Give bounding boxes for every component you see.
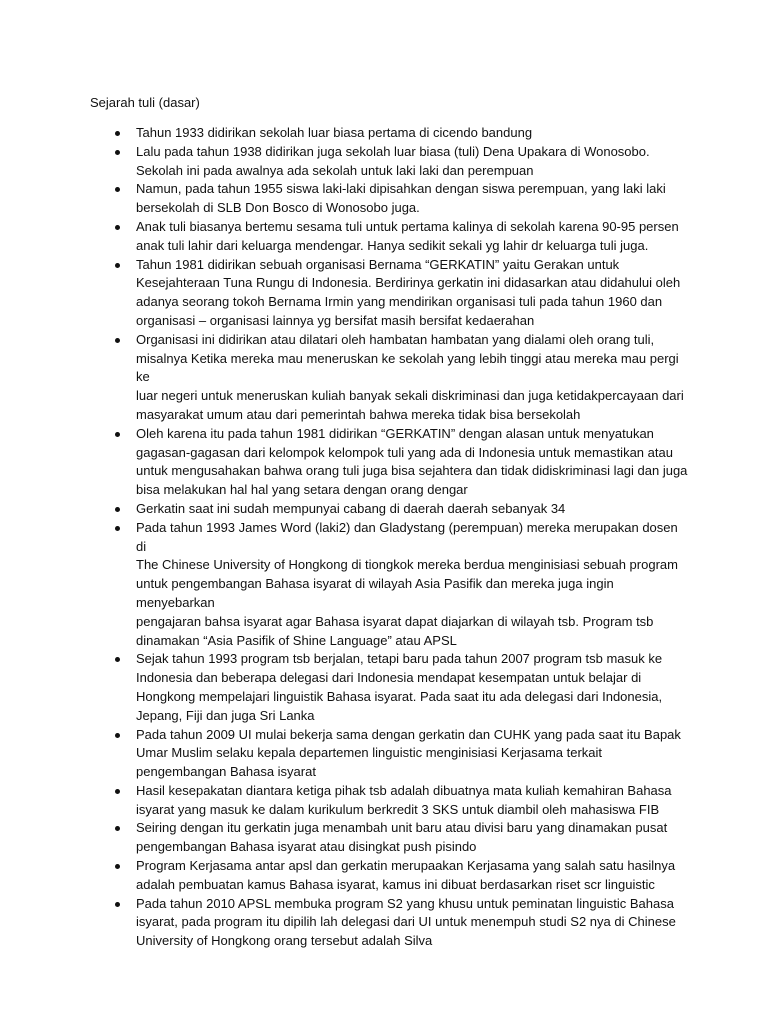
list-item-line: Jepang, Fiji dan juga Sri Lanka (136, 707, 315, 723)
list-item-line: pengembangan Bahasa isyarat (136, 764, 316, 780)
list-item-line: misalnya Ketika mereka mau meneruskan ke sekolah yang lebih tinggi atau mereka mau pergi ke (136, 350, 679, 385)
list-item-line: organisasi – organisasi lainnya yg bersifat masih bersifat kedaerahan (136, 312, 535, 328)
list-item-line: Umar Muslim selaku kepala departemen linguistic menginisiasi Kerjasama terkait (136, 745, 603, 761)
list-item-line: Indonesia dan beberapa delegasi dari Indonesia mendapat kesempatan untuk belajar di (136, 670, 642, 686)
list-item-line: Gerkatin saat ini sudah mempunyai cabang di daerah daerah sebanyak 34 (136, 500, 566, 516)
bullet-dot-icon (115, 507, 120, 512)
list-item-line: Seiring dengan itu gerkatin juga menambah unit baru atau divisi baru yang dinamakan pusat (136, 820, 668, 836)
list-item (90, 895, 690, 951)
bullet-dot-icon (115, 789, 120, 794)
list-item-line: Lalu pada tahun 1938 didirikan juga sekolah luar biasa (tuli) Dena Upakara di Wonosobo. (136, 143, 650, 159)
list-item-line: gagasan-gagasan dari kelompok kelompok tuli yang ada di Indonesia untuk memastikan atau (136, 444, 673, 460)
bullet-dot-icon (115, 864, 120, 869)
list-item-line: Oleh karena itu pada tahun 1981 didirikan “GERKATIN” dengan alasan untuk menyatukan (136, 425, 654, 441)
list-item-line: Hasil kesepakatan diantara ketiga pihak tsb adalah dibuatnya mata kuliah kemahiran Bahasa (136, 782, 672, 798)
list-item (90, 218, 690, 256)
list-item-line: bisa melakukan hal hal yang setara dengan orang dengar (136, 482, 468, 498)
bullet-dot-icon (115, 131, 120, 136)
bullet-dot-icon (115, 432, 120, 437)
list-item (90, 726, 690, 782)
list-item-line: isyarat yang masuk ke dalam kurikulum berkredit 3 SKS untuk diambil oleh mahasiswa FIB (136, 801, 660, 817)
list-item (90, 256, 690, 331)
bullet-dot-icon (115, 338, 120, 343)
list-item-line: adalah pembuatan kamus Bahasa isyarat, kamus ini dibuat berdasarkan riset scr linguistic (136, 876, 655, 892)
bullet-dot-icon (115, 526, 120, 531)
list-item-line: Namun, pada tahun 1955 siswa laki-laki dipisahkan dengan siswa perempuan, yang laki laki (136, 181, 666, 197)
list-item-line: Anak tuli biasanya bertemu sesama tuli untuk pertama kalinya di sekolah karena 90-95 persen (136, 218, 679, 234)
list-item-line: untuk pengembangan Bahasa isyarat di wilayah Asia Pasifik dan mereka juga ingin menyebarkan (136, 576, 614, 610)
list-item-line: adanya seorang tokoh Bernama Irmin yang mendirikan organisasi tuli pada tahun 1960 dan (136, 294, 663, 310)
list-item-line: The Chinese University of Hongkong di tiongkok mereka berdua menginisiasi sebuah program (136, 557, 678, 573)
bullet-dot-icon (115, 263, 120, 268)
list-item-line: masyarakat umum atau dari pemerintah bahwa mereka tidak bisa bersekolah (136, 406, 581, 422)
list-item-line: dinamakan “Asia Pasifik of Shine Language” atau APSL (136, 632, 457, 648)
list-item-line: pengembangan Bahasa isyarat atau disingkat push pisindo (136, 839, 477, 855)
bullet-dot-icon (115, 150, 120, 155)
list-item (90, 331, 690, 425)
list-item-line: Pada tahun 1993 James Word (laki2) dan Gladystang (perempuan) mereka merupakan dosen di (136, 519, 678, 554)
list-item-line: Hongkong mempelajari linguistik Bahasa isyarat. Pada saat itu ada delegasi dari Indonesia, (136, 688, 663, 704)
list-item (90, 180, 690, 218)
list-item (90, 857, 690, 895)
list-item-line: University of Hongkong orang tersebut adalah Silva (136, 933, 433, 949)
list-item (90, 143, 690, 181)
list-item-line: bersekolah di SLB Don Bosco di Wonosobo juga. (136, 200, 420, 216)
list-item-line: Sejak tahun 1993 program tsb berjalan, tetapi baru pada tahun 2007 program tsb masuk ke (136, 651, 663, 667)
bullet-dot-icon (115, 187, 120, 192)
list-item-line: Kesejahteraan Tuna Rungu di Indonesia. Berdirinya gerkatin ini didasarkan atau didahului oleh (136, 275, 681, 291)
document-title: Sejarah tuli (dasar) (90, 95, 200, 110)
list-item-line: pengajaran bahsa isyarat agar Bahasa isyarat dapat diajarkan di wilayah tsb. Program tsb (136, 613, 654, 629)
list-item (90, 500, 690, 519)
list-item (90, 782, 690, 820)
list-item-line: Sekolah ini pada awalnya ada sekolah untuk laki laki dan perempuan (136, 162, 534, 178)
bullet-dot-icon (115, 902, 120, 907)
list-item (90, 425, 690, 500)
list-item (90, 819, 690, 857)
list-item-line: Tahun 1981 didirikan sebuah organisasi Bernama “GERKATIN” yaitu Gerakan untuk (136, 256, 620, 272)
bullet-dot-icon (115, 826, 120, 831)
list-item-line: untuk mengusahakan bahwa orang tuli juga bisa sejahtera dan tidak didiskriminasi lagi dan juga (136, 463, 688, 479)
bullet-dot-icon (115, 733, 120, 738)
list-item-line: Pada tahun 2009 UI mulai bekerja sama dengan gerkatin dan CUHK yang pada saat itu Bapak (136, 726, 681, 742)
list-item (90, 124, 690, 143)
list-item-line: Tahun 1933 didirikan sekolah luar biasa pertama di cicendo bandung (136, 125, 533, 140)
bullet-dot-icon (115, 225, 120, 230)
list-item-line: anak tuli lahir dari keluarga mendengar. Hanya sedikit sekali yg lahir dr keluarga tuli juga. (136, 237, 649, 253)
list-item-line: Program Kerjasama antar apsl dan gerkatin merupaakan Kerjasama yang salah satu hasilnya (136, 858, 676, 874)
list-item-line: isyarat, pada program itu dipilih lah delegasi dari UI untuk menempuh studi S2 nya di Chinese (136, 914, 676, 930)
bullet-dot-icon (115, 657, 120, 662)
bullet-list (90, 124, 690, 951)
list-item-line: Pada tahun 2010 APSL membuka program S2 yang khusu untuk peminatan linguistic Bahasa (136, 895, 674, 911)
list-item (90, 519, 690, 651)
list-item-line: Organisasi ini didirikan atau dilatari oleh hambatan hambatan yang dialami oleh orang tuli, (136, 331, 655, 347)
list-item-line: luar negeri untuk meneruskan kuliah banyak sekali diskriminasi dan juga ketidakpercayaan dari (136, 388, 684, 404)
list-item (90, 650, 690, 725)
